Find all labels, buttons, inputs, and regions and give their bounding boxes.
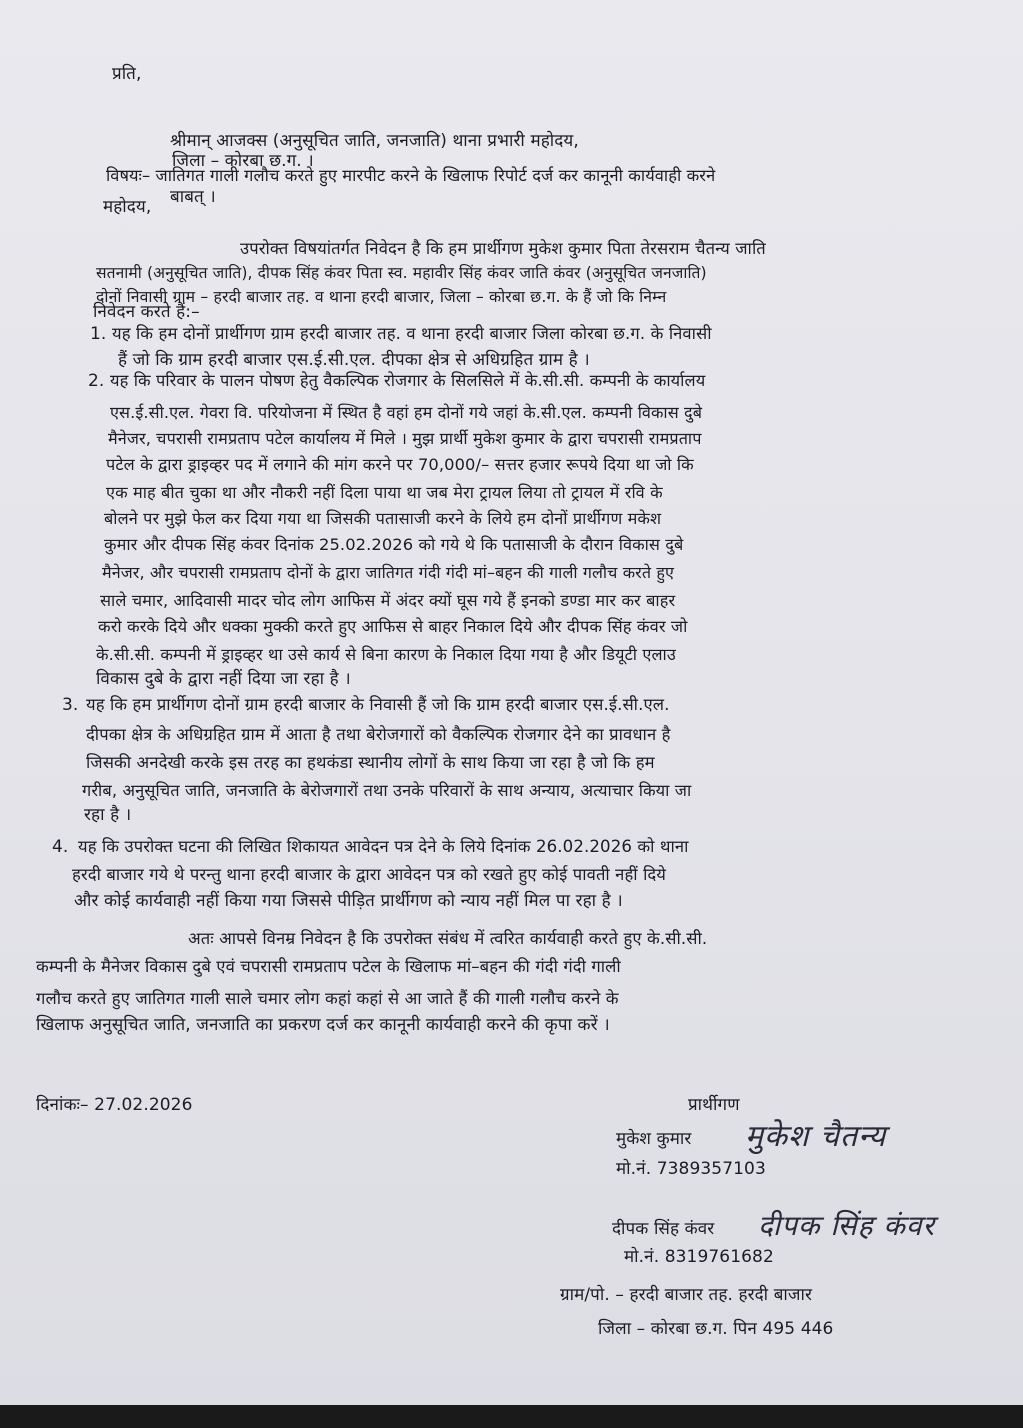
- point-2-line-11: के.सी.सी. कम्पनी में ड्राइव्हर था उसे कार्य से बिना कारण के निकाल दिया गया है और डियूटी एलाउ: [96, 645, 676, 664]
- greeting: महोदय,: [103, 197, 152, 217]
- applicant-2-phone: मो.नं. 8319761682: [624, 1247, 774, 1267]
- intro-line-2: सतनामी (अनुसूचित जाति), दीपक सिंह कंवर पिता स्व. महावीर सिंह कंवर जाति कंवर (अनुसूचित जनजाति): [96, 264, 707, 282]
- closing-line-4: खिलाफ अनुसूचित जाति, जनजाति का प्रकरण दर्ज कर कानूनी कार्यवाही करने की कृपा करें ।: [36, 1015, 610, 1035]
- point-1-line-1: यह कि हम दोनों प्रार्थीगण ग्राम हरदी बाजार तह. व थाना हरदी बाजार जिला कोरबा छ.ग. के निवासी: [112, 324, 712, 343]
- closing-line-3: गलौच करते हुए जातिगत गाली साले चमार लोग कहां कहां से आ जाते हैं की गाली गलौच करने के: [36, 989, 619, 1008]
- salutation-to: प्रति,: [112, 64, 142, 84]
- point-1-line-2: हैं जो कि ग्राम हरदी बाजार एस.ई.सी.एल. दीपका क्षेत्र से अधिग्रहित ग्राम है ।: [118, 350, 590, 370]
- point-2-number: 2.: [88, 371, 105, 391]
- subject-line-1: विषयः– जातिगत गाली गलौच करते हुए मारपीट करने के खिलाफ रिपोर्ट दर्ज कर कानूनी कार्यवाही करने: [106, 166, 716, 185]
- photo-bottom-edge: [0, 1405, 1023, 1428]
- applicant-2-signature: दीपक सिंह कंवर: [758, 1209, 935, 1242]
- intro-line-4: निवेदन करते हैं:–: [93, 302, 200, 322]
- point-2-line-10: करो करके दिये और धक्का मुक्की करते हुए आफिस से बाहर निकाल दिये और दीपक सिंह कंवर जो: [98, 617, 688, 636]
- applicant-1-phone: मो.नं. 7389357103: [616, 1159, 766, 1179]
- recipient-line-2: जिला – कोरबा छ.ग. ।: [172, 151, 314, 171]
- point-2-line-9: साले चमार, आदिवासी मादर चोद लोग आफिस में अंदर क्यों घूस गये हैं इनको डण्डा मार कर बाहर: [100, 591, 676, 610]
- point-3-number: 3.: [62, 695, 79, 715]
- point-4-line-3: और कोई कार्यवाही नहीं किया गया जिससे पीड़ित प्रार्थीगण को न्याय नहीं मिल पा रहा है ।: [74, 891, 623, 911]
- point-2-line-8: मैनेजर, और चपरासी रामप्रताप दोनों के द्वारा जातिगत गंदी गंदी मां–बहन की गाली गलौच करते हुए: [102, 563, 674, 582]
- point-3-line-4: गरीब, अनुसूचित जाति, जनजाति के बेरोजगारों तथा उनके परिवारों के साथ अन्याय, अत्याचार किया जा: [82, 781, 692, 800]
- point-4-number: 4.: [52, 837, 69, 857]
- point-2-line-4: पटेल के द्वारा ड्राइव्हर पद में लगाने की मांग करने पर 70,000/– सत्तर हजार रूपये दिया था जो कि: [106, 455, 694, 474]
- point-3-line-3: जिसकी अनदेखी करके इस तरह का हथकंडा स्थानीय लोगों के साथ किया जा रहा है जो कि हम: [86, 753, 655, 772]
- point-2-line-6: बोलने पर मुझे फेल कर दिया गया था जिसकी पतासाजी करने के लिये हम दोनों प्रार्थीगण मकेश: [104, 509, 662, 528]
- subject-line-2: बाबत् ।: [170, 187, 216, 207]
- intro-line-3: दोनों निवासी ग्राम – हरदी बाजार तह. व थाना हरदी बाजार, जिला – कोरबा छ.ग. के हैं जो कि निम्न: [96, 287, 667, 306]
- closing-line-1: अतः आपसे विनम्र निवेदन है कि उपरोक्त संबंध में त्वरित कार्यवाही करते हुए के.सी.सी.: [188, 929, 708, 948]
- point-2-line-5: एक माह बीत चुका था और नौकरी नहीं दिला पाया था जब मेरा ट्रायल लिया तो ट्रायल में रवि के: [106, 483, 663, 502]
- point-2-line-7: कुमार और दीपक सिंह कंवर दिनांक 25.02.2026 को गये थे कि पतासाजी के दौरान विकास दुबे: [104, 535, 684, 554]
- applicants-heading: प्रार्थीगण: [688, 1095, 740, 1115]
- point-2-line-2: एस.ई.सी.एल. गेवरा वि. परियोजना में स्थित है वहां हम दोनों गये जहां के.सी.एल. कम्पनी विकास दुबे: [110, 403, 703, 422]
- address-line-2: जिला – कोरबा छ.ग. पिन 495 446: [598, 1319, 834, 1339]
- applicant-2-name: दीपक सिंह कंवर: [612, 1219, 715, 1239]
- applicant-1-name: मुकेश कुमार: [616, 1129, 692, 1149]
- intro-line-1: उपरोक्त विषयांतर्गत निवेदन है कि हम प्रार्थीगण मुकेश कुमार पिता तेरसराम चैतन्य जाति: [240, 239, 766, 258]
- point-3-line-2: दीपका क्षेत्र के अधिग्रहित ग्राम में आता है तथा बेरोजगारों को वैकल्पिक रोजगार देने का प्रावधान है: [86, 725, 671, 744]
- point-4-line-1: यह कि उपरोक्त घटना की लिखित शिकायत आवेदन पत्र देने के लिये दिनांक 26.02.2026 को थाना: [78, 837, 689, 856]
- point-2-line-1: यह कि परिवार के पालन पोषण हेतु वैकल्पिक रोजगार के सिलसिले में के.सी.सी. कम्पनी के कार्यालय: [110, 371, 706, 390]
- date-line: दिनांकः– 27.02.2026: [36, 1095, 193, 1115]
- point-4-line-2: हरदी बाजार गये थे परन्तु थाना हरदी बाजार के द्वारा आवेदन पत्र को रखते हुए कोई पावती नहीं दिये: [72, 865, 667, 884]
- closing-line-2: कम्पनी के मैनेजर विकास दुबे एवं चपरासी रामप्रताप पटेल के खिलाफ मां–बहन की गंदी गंदी गाली: [36, 957, 621, 976]
- recipient-line-1: श्रीमान् आजक्स (अनुसूचित जाति, जनजाति) थाना प्रभारी महोदय,: [170, 131, 579, 151]
- applicant-1-signature: मुकेश चैतन्य: [745, 1119, 887, 1154]
- point-2-line-12: विकास दुबे के द्वारा नहीं दिया जा रहा है ।: [96, 669, 351, 689]
- point-3-line-1: यह कि हम प्रार्थीगण दोनों ग्राम हरदी बाजार के निवासी हैं जो कि ग्राम हरदी बाजार एस.ई.सी.एल.: [86, 695, 670, 714]
- point-2-line-3: मैनेजर, चपरासी रामप्रताप पटेल कार्यालय में मिले । मुझ प्रार्थी मुकेश कुमार के द्वारा चपरासी रामप्रताप: [108, 429, 702, 448]
- point-3-line-5: रहा है ।: [84, 805, 132, 825]
- point-1-number: 1.: [90, 324, 107, 344]
- address-line-1: ग्राम/पो. – हरदी बाजार तह. हरदी बाजार: [560, 1285, 813, 1305]
